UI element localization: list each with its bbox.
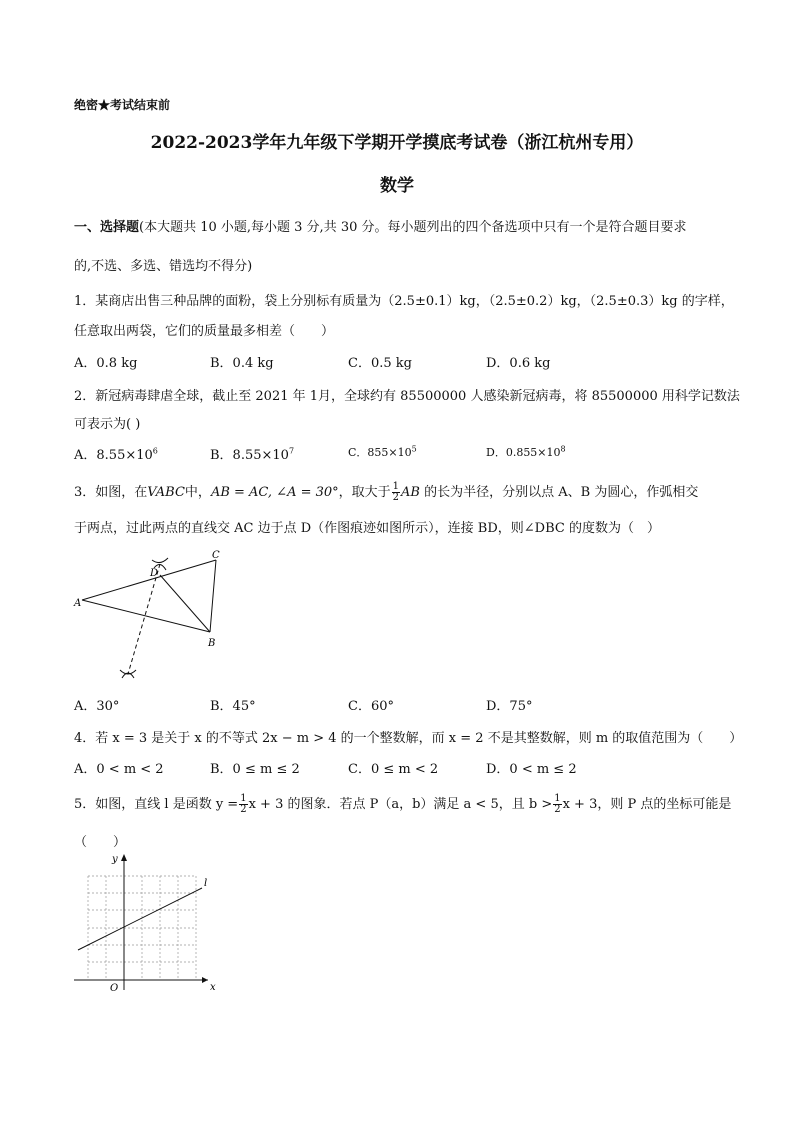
q2-option-d: D．$0.855\times 10^8$ (486, 444, 566, 459)
q4-option-a: A．0 < m < 2 (74, 762, 164, 777)
label-y: y (112, 854, 118, 865)
q4-option-c: C．0 ≤ m < 2 (348, 762, 439, 777)
q1-option-b: B．0.4 kg (210, 356, 274, 371)
instructions-line2: 的,不选、多选、错选均不得分) (74, 259, 253, 274)
q1-option-d: D．0.6 kg (486, 356, 551, 371)
x-axis-arrow (202, 977, 208, 983)
section-instructions (74, 216, 687, 235)
q2-option-a: A．$8.55\times 10^6$ (74, 446, 158, 463)
label-x: x (210, 982, 216, 993)
q1-text-line2: 任意取出两袋，它们的质量最多相差（ ） (74, 324, 335, 339)
subject-title: 数学 (380, 176, 414, 196)
segment-ac (82, 560, 216, 600)
label-a: A (74, 598, 82, 609)
q1-text-line1: 1．某商店出售三种品牌的面粉，袋上分别标有质量为（2.5±0.1）kg，（2.5±0.2）kg，（2.5±0.3）kg 的字样， (74, 294, 734, 309)
section-heading: 一、选择题 (74, 220, 140, 235)
q5-text-line2: （ ） (74, 835, 127, 850)
q3-text-line1: 3．如图，在VABC中，AB = AC, ∠A = 30°，取大于 $\frac{1}{2}$ AB 的长为半径，分别以点 A、B 为圆心，作弧相交 (74, 481, 699, 503)
q3-option-c: C．60° (348, 699, 394, 714)
q3-text-line2: 于两点，过此两点的直线交 AC 边于点 D（作图痕迹如图所示），连接 BD，则∠DBC 的度数为（ ） (74, 521, 660, 536)
q5-fraction-2: $\frac{1}{2}$ (554, 793, 561, 815)
q1-option-a: A．0.8 kg (74, 356, 138, 371)
label-origin: O (110, 983, 119, 994)
q4-option-d: D．0 < m ≤ 2 (486, 762, 577, 777)
segment-ab (82, 600, 210, 632)
segment-bd (160, 575, 210, 632)
q5-fraction-1: $\frac{1}{2}$ (240, 793, 247, 815)
exam-title: 2022-2023学年九年级下学期开学摸底考试卷（浙江杭州专用） (150, 133, 644, 153)
label-b: B (208, 638, 216, 649)
q4-text-line1: 4．若 x = 3 是关于 x 的不等式 2x − m > 4 的一个整数解，而 x = 2 不是其整数解，则 m 的取值范围为（ ） (74, 731, 743, 746)
grid-lines (88, 876, 196, 980)
q3-option-a: A．30° (74, 699, 120, 714)
label-l: l (204, 878, 208, 889)
q5-text-line1: 5．如图，直线 l 是函数 y = $\frac{1}{2}$ x + 3 的图象．若点 P（a，b）满足 a < 5，且 b > $\frac{1}{2}$ x + 3，则 P 点的坐标可能是 (74, 793, 732, 815)
q2-text-line2: 可表示为( ) (74, 417, 141, 432)
confidential-label: 绝密★考试结束前 (74, 98, 171, 112)
q1-option-c: C．0.5 kg (348, 356, 412, 371)
q3-option-b: B．45° (210, 699, 256, 714)
perpendicular-bisector (128, 564, 160, 674)
q5-graph-figure (70, 850, 220, 995)
label-c: C (212, 550, 220, 561)
q2-option-c: C．$855\times 10^5$ (348, 444, 417, 459)
segment-cb (210, 560, 216, 632)
q2-text-line1: 2．新冠病毒肆虐全球，截止至 2021 年 1月，全球约有 85500000 人感染新冠病毒，将 85500000 用科学记数法 (74, 389, 740, 404)
instructions-line1: (本大题共 10 小题,每小题 3 分,共 30 分。每小题列出的四个备选项中只有一个是符合题目要求 (139, 220, 687, 235)
q2-option-b: B．$8.55\times 10^7$ (210, 446, 295, 463)
line-l (78, 888, 202, 950)
construction-arc-top-1 (152, 558, 168, 563)
q3-triangle-figure (70, 546, 230, 686)
label-d: D (150, 568, 159, 579)
y-axis-arrow (121, 854, 127, 861)
q3-fraction: $\frac{1}{2}$ (392, 481, 400, 503)
q3-option-d: D．75° (486, 699, 533, 714)
q4-option-b: B．0 ≤ m ≤ 2 (210, 762, 300, 777)
